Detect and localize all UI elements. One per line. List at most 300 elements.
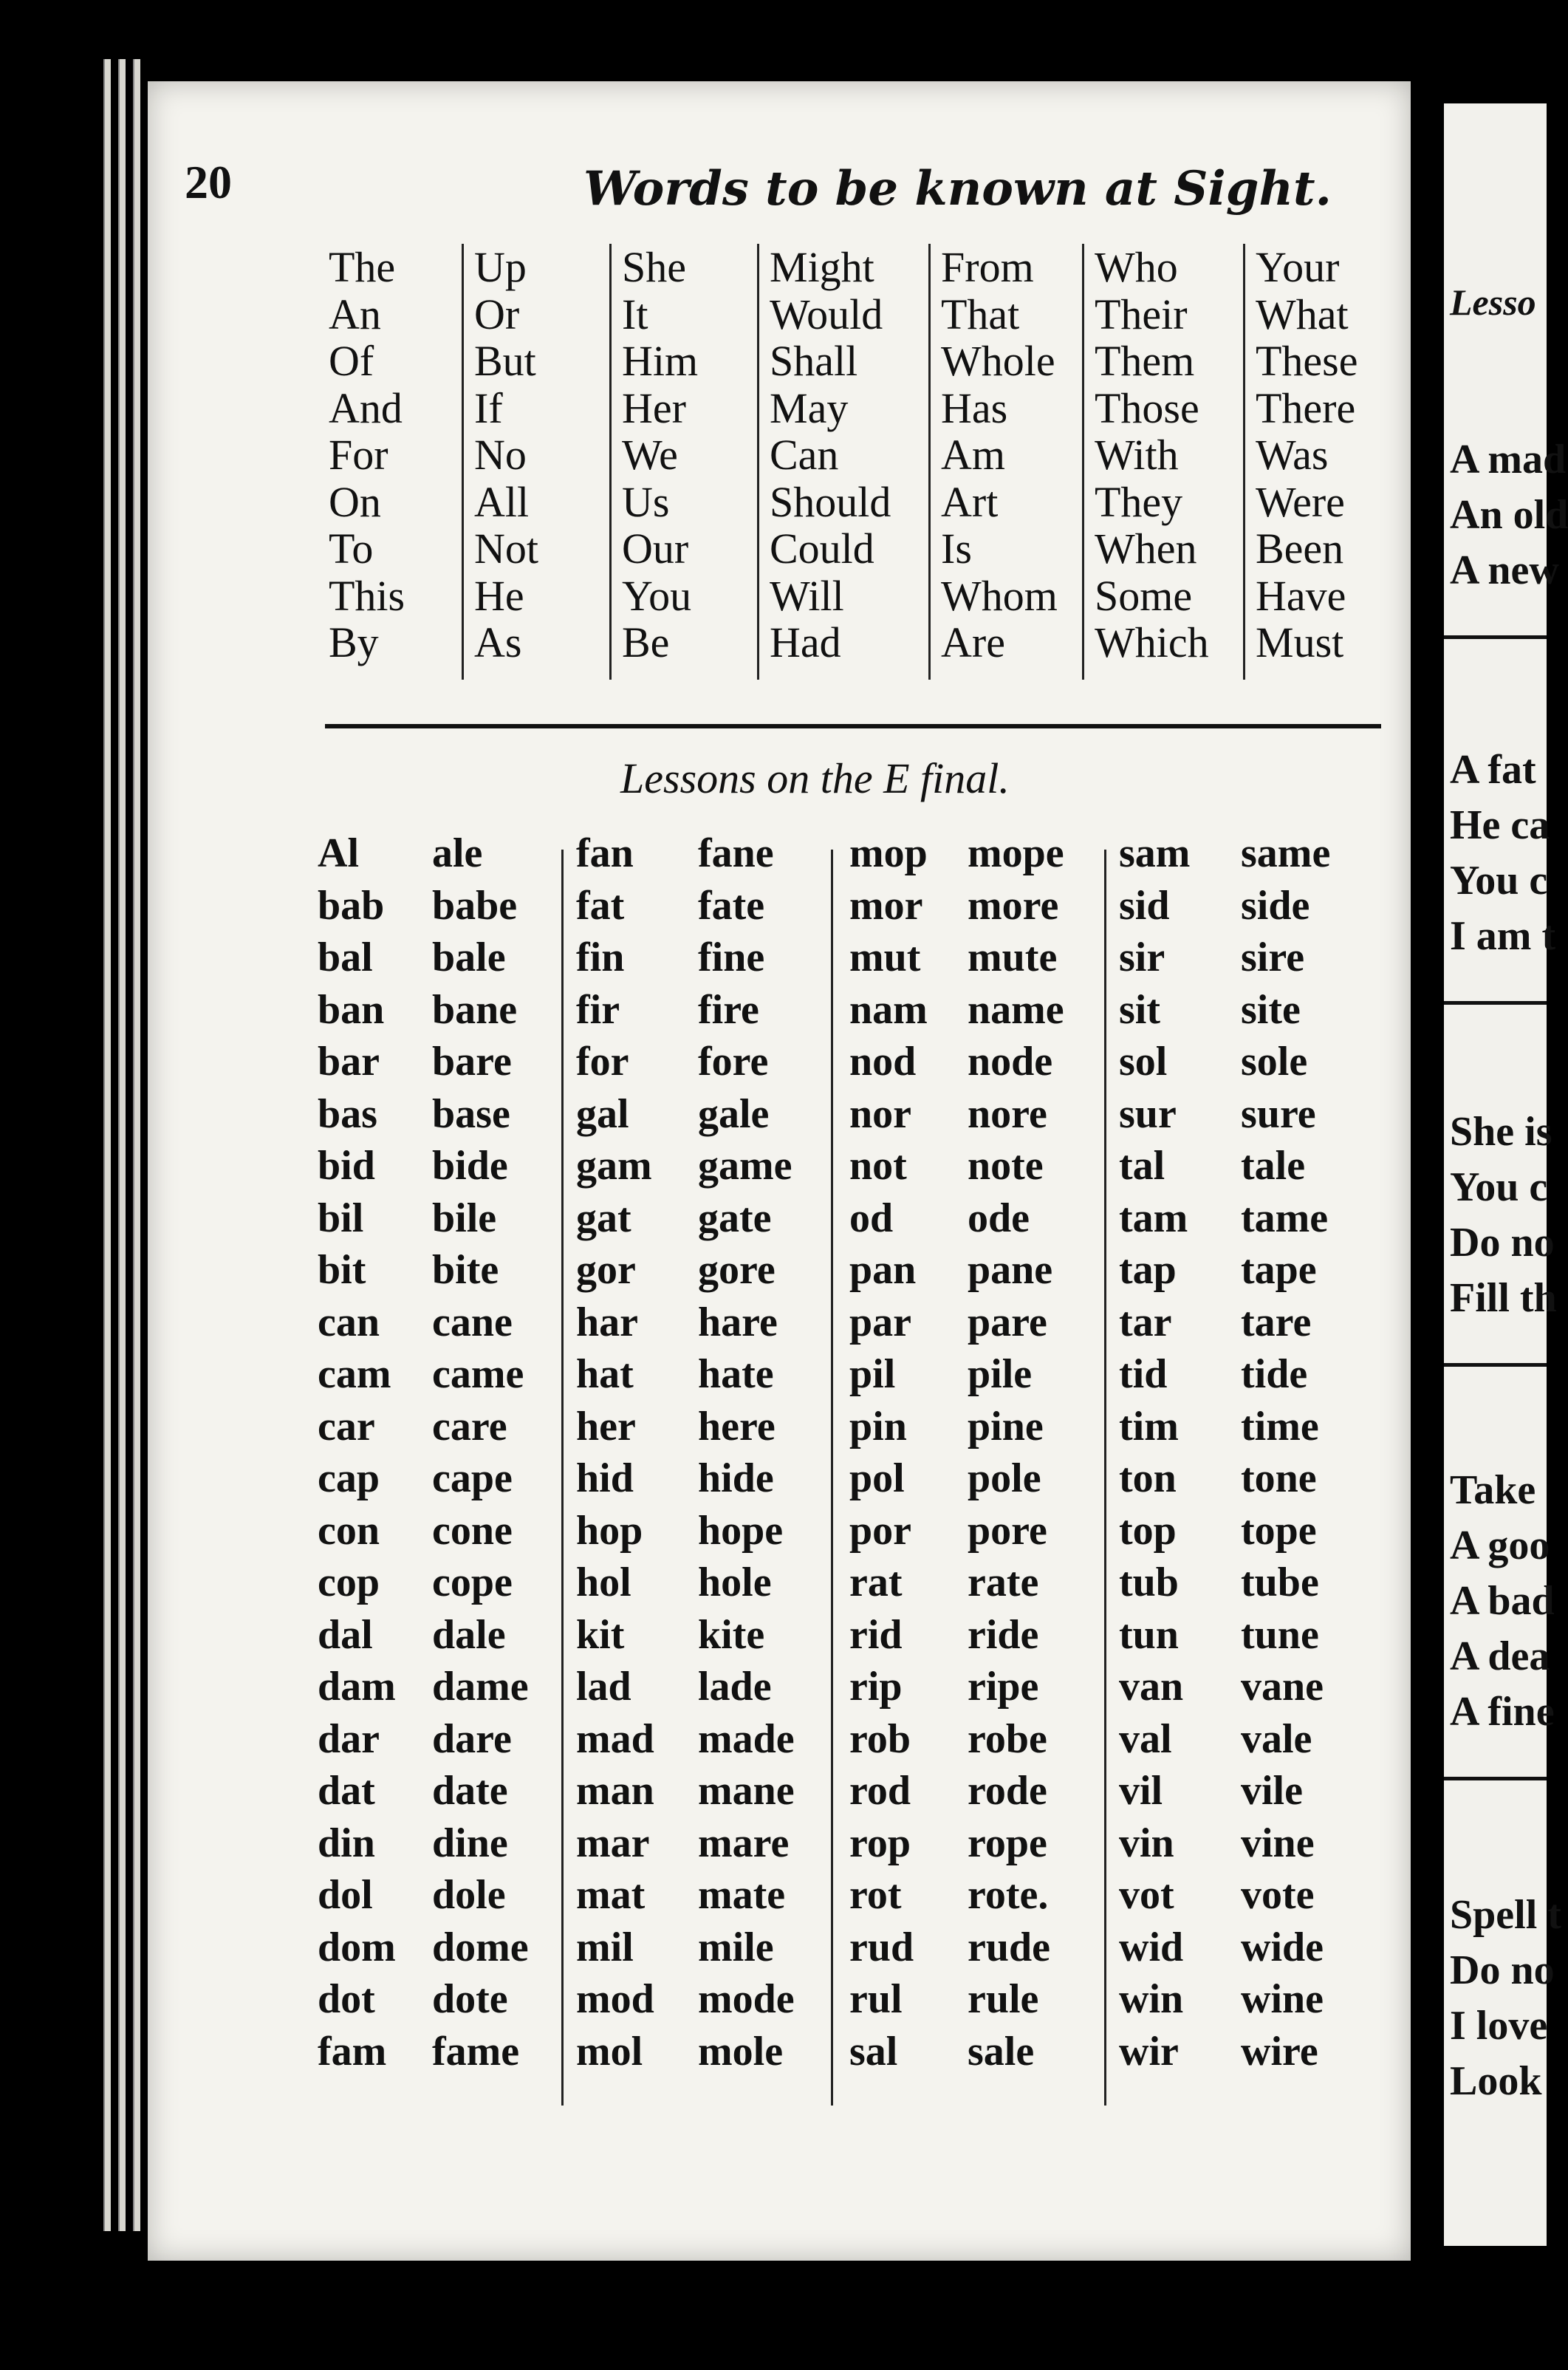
sight-word: Up [474,243,527,291]
sight-word: Not [474,525,538,573]
word: made [698,1715,795,1762]
word: bare [432,1039,512,1085]
word: dare [432,1715,512,1762]
sight-word: Some [1095,571,1193,620]
word: hole [698,1560,772,1605]
sight-word: Been [1256,525,1344,573]
word: for [576,1039,629,1085]
word: wire [1241,2028,1318,2074]
word: rob [849,1715,911,1762]
word: ban [318,986,385,1033]
column-divider [561,850,564,2106]
word: tope [1241,1507,1317,1554]
sight-word: He [474,571,524,620]
word: fir [576,986,620,1033]
facing-page-line: I love [1450,2003,1548,2049]
word: fane [698,830,774,876]
word: sit [1119,986,1160,1033]
word: robe [968,1715,1047,1762]
word: tap [1119,1247,1177,1293]
word: dote [432,1976,508,2022]
word: kit [576,1611,625,1658]
word: od [849,1195,894,1241]
word: kite [698,1611,765,1658]
word: fin [576,935,625,980]
word: cop [318,1560,380,1605]
word: rud [849,1924,914,1970]
word: bane [432,986,518,1033]
word: vine [1241,1820,1315,1866]
word: tale [1241,1143,1306,1189]
sight-column [1082,244,1209,680]
sight-word: May [770,383,849,432]
sight-word: Them [1095,337,1195,385]
page-number: 20 [185,156,232,208]
page-header [185,155,1366,229]
word: rul [849,1976,903,2022]
facing-page-line: Spell t [1450,1892,1561,1938]
word: rode [968,1768,1047,1814]
word: mor [849,882,923,929]
word: mane [698,1768,795,1814]
facing-page-line: A fat [1450,747,1536,793]
sight-column [1243,244,1358,680]
word: tune [1241,1611,1319,1658]
word: fan [576,830,634,876]
word: pane [968,1247,1053,1293]
word: tar [1119,1299,1172,1345]
sight-word: No [474,431,527,479]
sight-word: If [474,383,503,432]
word: tub [1119,1560,1179,1605]
word: name [968,986,1064,1033]
word: dat [318,1768,375,1814]
word: hate [698,1351,774,1397]
word: vote [1241,1872,1315,1918]
word: vil [1119,1768,1163,1814]
word-column [576,827,654,2077]
word: hop [576,1507,643,1554]
word: vot [1119,1872,1174,1918]
word: pare [968,1299,1047,1345]
word: hope [698,1507,784,1554]
sight-word: What [1256,290,1349,338]
word: tone [1241,1455,1317,1501]
word: here [698,1403,776,1449]
e-final-word-list [281,827,1374,2128]
word: her [576,1403,636,1449]
word: hol [576,1560,631,1605]
running-title: Words to be known at Sight. [583,161,1332,216]
word: top [1119,1507,1177,1554]
facing-page-line: A goo [1450,1523,1550,1568]
sight-word: As [474,618,522,666]
sight-word: Must [1256,618,1344,666]
sight-word: An [329,290,381,338]
word: har [576,1299,638,1345]
word: base [432,1090,510,1137]
word: pol [849,1455,905,1501]
word: van [1119,1664,1184,1710]
word: mol [576,2028,643,2074]
sight-word: There [1256,383,1356,432]
word: cope [432,1560,513,1605]
word: bile [432,1195,497,1241]
sight-column [757,244,891,680]
word: ride [968,1611,1039,1658]
word: hat [576,1351,634,1397]
facing-page-rule [1444,635,1547,639]
sight-word: Was [1256,431,1329,479]
word: side [1241,882,1310,929]
word: came [432,1351,524,1397]
facing-page-line: Look [1450,2058,1542,2104]
word: mop [849,830,928,876]
sight-word: And [329,383,403,432]
word: din [318,1820,375,1866]
sight-word: With [1095,431,1179,479]
facing-page-line: He ca [1450,802,1550,848]
sight-word: Were [1256,477,1345,526]
word: dam [318,1664,396,1710]
word: dole [432,1872,506,1918]
word: mad [576,1715,654,1762]
facing-page-rule [1444,1001,1547,1005]
sight-column [609,244,698,680]
word: rat [849,1560,903,1605]
word: pil [849,1351,896,1397]
word: rope [968,1820,1047,1866]
word: mute [968,935,1058,980]
word: sur [1119,1090,1177,1137]
word: par [849,1299,911,1345]
word: sir [1119,935,1165,980]
sight-word: Could [770,525,874,573]
word: not [849,1143,907,1189]
word: ale [432,830,483,876]
word: bid [318,1143,375,1189]
sight-words-table [329,244,1400,694]
page-edge [103,59,111,2231]
facing-page-line: An old [1450,492,1568,538]
word: cam [318,1351,391,1397]
word: pin [849,1403,907,1449]
word: fate [698,882,765,929]
word: fat [576,882,625,929]
sight-word: Whom [941,571,1058,620]
sight-word: We [622,431,678,479]
word: mut [849,935,921,980]
sight-word: That [941,290,1020,338]
sight-word: Your [1256,243,1340,291]
word: pole [968,1455,1041,1501]
word: hide [698,1455,774,1501]
word: gam [576,1143,652,1189]
word: nod [849,1039,917,1085]
word-column [432,827,529,2077]
sight-word: They [1095,477,1183,526]
word: dot [318,1976,375,2022]
sight-word: Should [770,477,891,526]
word: date [432,1768,508,1814]
word: tube [1241,1560,1319,1605]
sight-word: Had [770,618,841,666]
sight-word: Art [941,477,999,526]
word: sale [968,2028,1035,2074]
word: tid [1119,1351,1168,1397]
sight-word: It [622,290,648,338]
section-divider [325,724,1381,728]
word: rate [968,1560,1039,1605]
word: lad [576,1664,631,1710]
sight-word: Him [622,337,699,385]
sight-word: Us [622,477,670,526]
word: ripe [968,1664,1039,1710]
word: gat [576,1195,631,1241]
word: dine [432,1820,508,1866]
word: con [318,1507,380,1554]
word: rop [849,1820,911,1866]
word: fam [318,2028,387,2074]
word: tim [1119,1403,1179,1449]
sight-word: Or [474,290,520,338]
word: cape [432,1455,513,1501]
word: tide [1241,1351,1308,1397]
word: lade [698,1664,772,1710]
word: sol [1119,1039,1168,1085]
facing-page-line: You c [1450,1164,1548,1210]
sight-word: Shall [770,337,858,385]
word: time [1241,1403,1319,1449]
word: bas [318,1090,377,1137]
sight-word: By [329,618,379,666]
word: hid [576,1455,634,1501]
word: mod [576,1976,654,2022]
word: vale [1241,1715,1312,1762]
word: win [1119,1976,1184,2022]
word: same [1241,830,1331,876]
word: dar [318,1715,380,1762]
page-edge [118,59,126,2231]
page-edge [133,59,140,2231]
word: can [318,1299,380,1345]
word: pore [968,1507,1047,1554]
word: note [968,1143,1044,1189]
word: wide [1241,1924,1324,1970]
word: mare [698,1820,790,1866]
word: gal [576,1090,629,1137]
sight-word: All [474,477,530,526]
word: rid [849,1611,903,1658]
word: bil [318,1195,364,1241]
word: bite [432,1247,499,1293]
word: gale [698,1090,770,1137]
word: bide [432,1143,508,1189]
facing-page-line: You c [1450,858,1548,904]
word: pine [968,1403,1044,1449]
word: car [318,1403,375,1449]
word: care [432,1403,507,1449]
sight-word: To [329,525,374,573]
word: fore [698,1039,769,1085]
word: sole [1241,1039,1308,1085]
sight-word: Might [770,243,874,291]
word: pile [968,1351,1033,1397]
sight-word: On [329,477,381,526]
sight-word: Who [1095,243,1178,291]
facing-page-line: She is [1450,1109,1552,1155]
word: wid [1119,1924,1184,1970]
sight-word: Can [770,431,839,479]
word-column [1241,827,1330,2077]
word: gate [698,1195,772,1241]
sight-word: Has [941,383,1008,432]
word: sire [1241,935,1305,980]
word: sam [1119,830,1191,876]
word: gor [576,1247,636,1293]
word: rod [849,1768,911,1814]
word: wir [1119,2028,1179,2074]
word: mil [576,1924,634,1970]
sight-word: But [474,337,536,385]
sight-column [462,244,538,680]
sight-word: For [329,431,388,479]
word: fine [698,935,765,980]
facing-page-line: Take [1450,1467,1536,1513]
word: bale [432,935,506,980]
word: tare [1241,1299,1312,1345]
word: mate [698,1872,786,1918]
word: site [1241,986,1301,1033]
word: rot [849,1872,902,1918]
section-title: Lessons on the E final. [620,754,1010,802]
word: tam [1119,1195,1188,1241]
word: rude [968,1924,1050,1970]
facing-page-line: A new [1450,547,1559,593]
word: mar [576,1820,650,1866]
word: sal [849,2028,898,2074]
word: ode [968,1195,1030,1241]
sight-word: Are [941,618,1005,666]
word: bab [318,882,385,929]
word: mat [576,1872,646,1918]
sight-word: These [1256,337,1358,385]
facing-page-rule [1444,1363,1547,1367]
word: nam [849,986,928,1033]
word: dome [432,1924,529,1970]
word: vin [1119,1820,1174,1866]
word: tame [1241,1195,1329,1241]
word: dale [432,1611,506,1658]
facing-page-heading: Lesso [1450,281,1536,323]
facing-page-line: A bad [1450,1578,1555,1624]
word: mode [698,1976,795,2022]
facing-page-line: Do no [1450,1220,1555,1266]
sight-word: Have [1256,571,1346,620]
sight-word: You [622,571,692,620]
word-column [698,827,795,2077]
word: dame [432,1664,529,1710]
word: dol [318,1872,373,1918]
word-column [849,827,928,2077]
word-column [318,827,396,2077]
word: vane [1241,1664,1324,1710]
facing-page [1444,103,1568,2246]
word: pan [849,1247,917,1293]
word: bit [318,1247,366,1293]
word: rule [968,1976,1039,2022]
word: fire [698,986,759,1033]
sight-word: The [329,243,396,291]
word: cap [318,1455,380,1501]
word: tape [1241,1247,1317,1293]
sight-word: Their [1095,290,1188,338]
sight-word: Whole [941,337,1055,385]
word: por [849,1507,911,1554]
sight-word: Would [770,290,883,338]
word-column [1119,827,1190,2077]
sight-word: Will [770,571,844,620]
word: fame [432,2028,520,2074]
sight-word: Of [329,337,374,385]
sight-word: Her [622,383,686,432]
word: nor [849,1090,911,1137]
word: babe [432,882,518,929]
facing-page-line: A fine [1450,1689,1555,1735]
word: mope [968,830,1064,876]
word: cane [432,1299,513,1345]
sight-word: From [941,243,1034,291]
sight-word: Is [941,525,972,573]
word: man [576,1768,654,1814]
word-column [968,827,1064,2077]
word: mole [698,2028,784,2074]
word: hare [698,1299,778,1345]
column-divider [831,850,833,2106]
sight-word: When [1095,525,1197,573]
facing-page-line: Fill th [1450,1275,1557,1321]
facing-page-line: A dea [1450,1633,1550,1679]
word: rip [849,1664,903,1710]
word: ton [1119,1455,1177,1501]
sight-word: Which [1095,618,1209,666]
word: sure [1241,1090,1316,1137]
word: sid [1119,882,1170,929]
word: bal [318,935,373,980]
word: tal [1119,1143,1165,1189]
facing-page-rule [1444,1777,1547,1780]
sight-word: This [329,571,405,620]
sight-word: Our [622,525,689,573]
word: mile [698,1924,774,1970]
word: val [1119,1715,1172,1762]
facing-page-line: Do no [1450,1947,1555,1993]
word: tun [1119,1611,1179,1658]
column-divider [1104,850,1106,2106]
sight-word: Be [622,618,670,666]
sight-word: Those [1095,383,1199,432]
word: cone [432,1507,513,1554]
word: node [968,1039,1053,1085]
facing-page-line: I am t [1450,913,1556,959]
sight-word: Am [941,431,1005,479]
sight-column [928,244,1058,680]
word: dom [318,1924,396,1970]
word: dal [318,1611,373,1658]
word: more [968,882,1059,929]
word: vile [1241,1768,1303,1814]
word: nore [968,1090,1047,1137]
